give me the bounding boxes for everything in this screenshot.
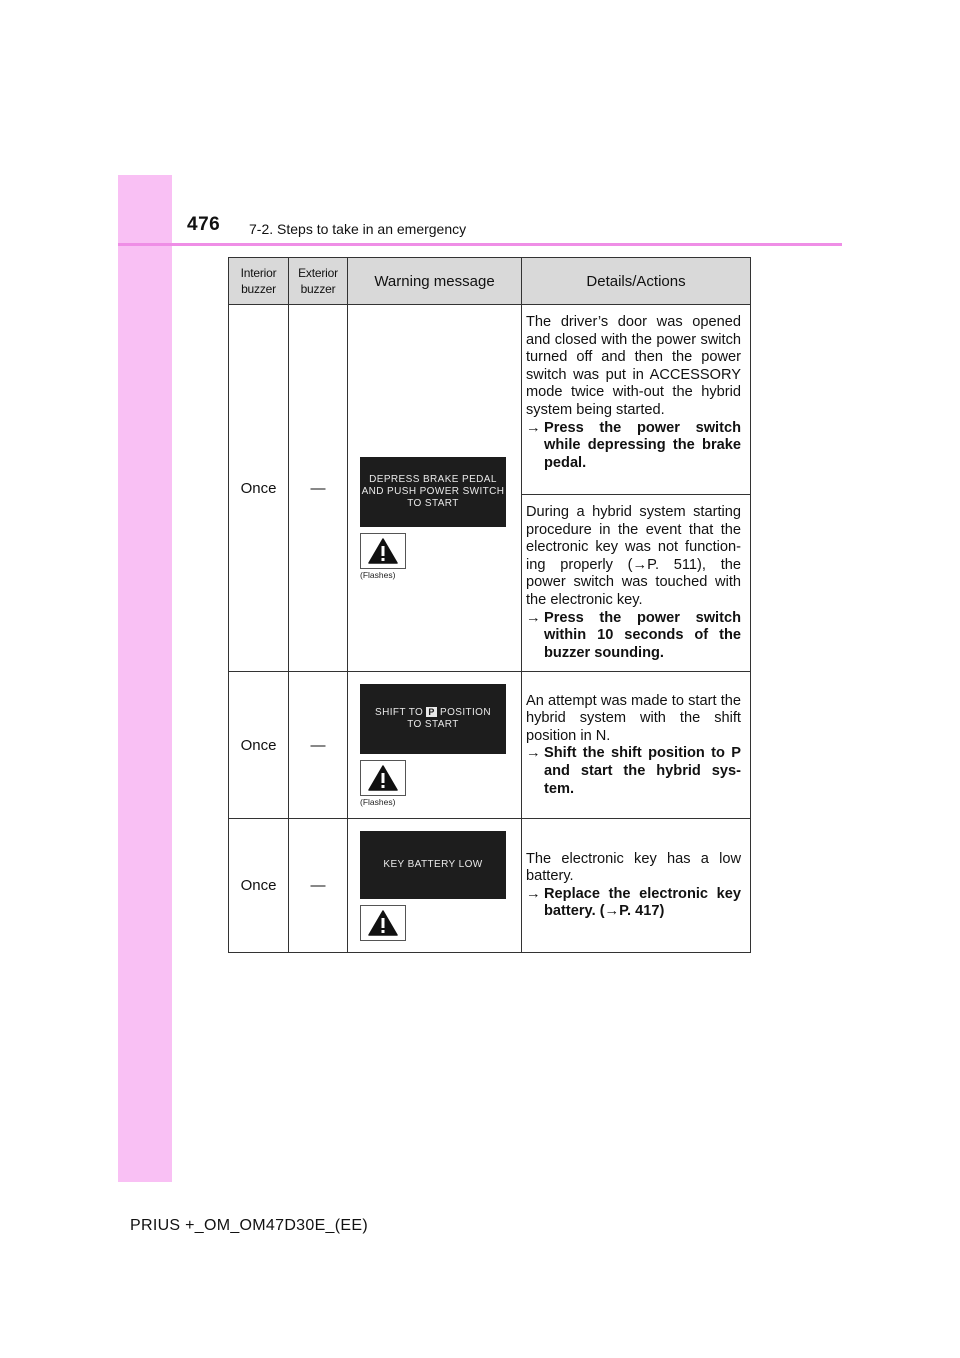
detail-description: During a hybrid system starting procedure in the event that the electronic key was not function-ing properly (→P. 511), the power switch was touched with the electronic key.	[526, 504, 741, 608]
display-text: SHIFT TO	[375, 706, 424, 718]
p-position-badge: P	[428, 706, 435, 717]
table-row	[229, 672, 751, 819]
detail-action	[526, 745, 741, 798]
col-header-interior-buzzer	[229, 258, 289, 305]
detail-action	[526, 610, 741, 663]
detail-description: The driver’s door was opened and closed with the power switch turned off and then the power switch was put in ACCESSORY mode twice with-out the hybrid system being started.	[526, 314, 741, 418]
warning-indicator	[360, 760, 406, 796]
detail-action	[526, 420, 741, 473]
warning-triangle-icon	[368, 765, 398, 791]
display-text: POSITION	[440, 706, 491, 718]
exterior-buzzer-cell: —	[289, 819, 348, 953]
header-text: buzzer	[241, 282, 276, 296]
message-display	[360, 684, 506, 754]
table-row	[229, 305, 751, 495]
warning-triangle-icon	[368, 910, 398, 936]
col-header-warning-message: Warning message	[348, 258, 522, 305]
detail-action	[526, 886, 741, 921]
interior-buzzer-cell: Once	[229, 672, 289, 819]
section-title: 7-2. Steps to take in an emergency	[249, 221, 467, 237]
details-cell	[522, 672, 751, 819]
action-text: Press the power switch while depressing the brake pedal.	[544, 419, 741, 471]
display-line: TO START	[407, 497, 459, 509]
display-line: TO START	[407, 718, 459, 730]
arrow-icon: →	[526, 885, 541, 902]
header-text: Interior	[240, 266, 277, 280]
details-cell	[522, 495, 751, 672]
warning-message-cell	[348, 819, 522, 953]
header-text: buzzer	[300, 282, 336, 296]
action-text: Press the power switch within 10 seconds of the buzzer sounding.	[544, 609, 741, 661]
header-text: Exterior	[298, 266, 338, 280]
detail-description: The electronic key has a low battery.	[526, 850, 741, 885]
exterior-buzzer-cell: —	[289, 672, 348, 819]
page-number: 476	[187, 214, 221, 235]
side-color-band	[118, 175, 172, 1182]
warning-indicator	[360, 905, 406, 941]
details-cell	[522, 305, 751, 495]
warning-message-cell	[348, 672, 522, 819]
arrow-icon: →	[526, 419, 541, 436]
warning-triangle-icon	[368, 538, 398, 564]
arrow-icon: →	[526, 745, 541, 762]
action-text: Shift the shift position to P and start the hybrid sys-tem.	[544, 745, 741, 797]
details-cell	[522, 819, 751, 953]
flashes-note: (Flashes)	[360, 796, 396, 807]
display-line: DEPRESS BRAKE PEDAL	[369, 473, 497, 485]
display-line	[360, 707, 506, 719]
arrow-icon: →	[526, 609, 541, 626]
flashes-note: (Flashes)	[360, 569, 396, 580]
warning-table	[228, 257, 751, 953]
table-header-row	[229, 258, 751, 305]
detail-description: An attempt was made to start the hybrid system with the shift position in N.	[526, 692, 741, 744]
message-display	[360, 457, 506, 527]
warning-message-cell	[348, 305, 522, 672]
col-header-details-actions: Details/Actions	[522, 258, 751, 305]
interior-buzzer-cell: Once	[229, 305, 289, 672]
document-id: PRIUS +_OM_OM47D30E_(EE)	[130, 1217, 368, 1234]
warning-indicator	[360, 533, 406, 569]
col-header-exterior-buzzer	[289, 258, 348, 305]
message-display	[360, 831, 506, 899]
interior-buzzer-cell: Once	[229, 819, 289, 953]
display-line: AND PUSH POWER SWITCH	[361, 485, 505, 497]
display-line: KEY BATTERY LOW	[383, 858, 483, 870]
exterior-buzzer-cell: —	[289, 305, 348, 672]
table-row	[229, 819, 751, 953]
header-rule	[118, 243, 842, 246]
action-text: Replace the electronic key battery. (→P. 417)	[544, 885, 741, 920]
